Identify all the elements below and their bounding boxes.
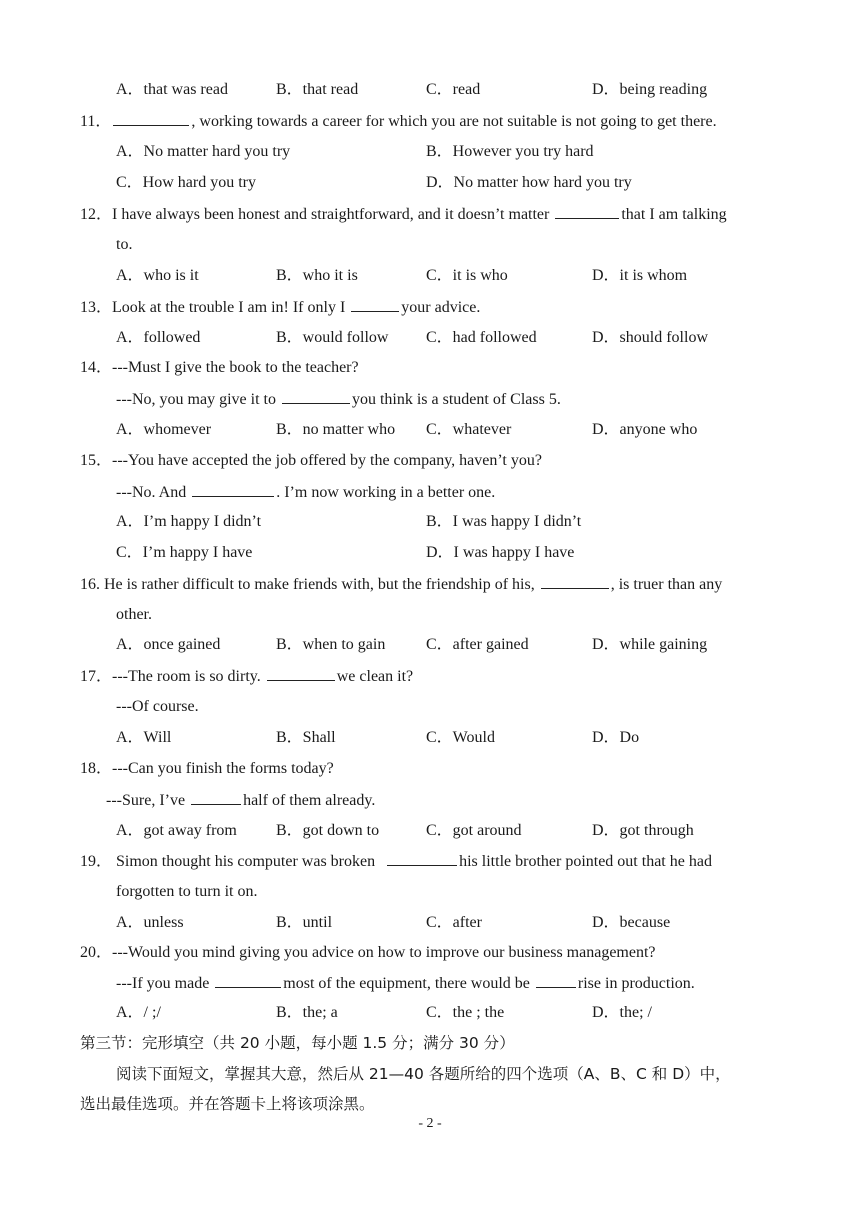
option-b: B．I was happy I didn’t	[426, 513, 582, 530]
section-heading: 第三节：完形填空（共 20 小题，每小题 1.5 分；满分 30 分）	[80, 1034, 515, 1052]
option-c: C．got around	[426, 822, 522, 839]
stem-text: that I am talking	[621, 206, 727, 223]
option-a: A．Will	[116, 729, 172, 746]
stem-text: I have always been honest and straightforward, and it doesn’t matter	[112, 206, 550, 223]
option-c: C．after	[426, 914, 482, 931]
option-d: D．it is whom	[592, 267, 688, 284]
question-number: 20．	[80, 944, 113, 961]
option-c: C．after gained	[426, 636, 529, 653]
stem-text: Look at the trouble I am in! If only I	[112, 299, 346, 316]
dialogue-line: ---Must I give the book to the teacher?	[112, 359, 359, 376]
dialogue-line: ---Sure, I’ve half of them already.	[106, 792, 376, 809]
option-d: D．because	[592, 914, 671, 931]
option-b: B．However you try hard	[426, 143, 594, 160]
option-b: B．the; a	[276, 1004, 338, 1021]
answer-blank	[282, 389, 350, 404]
option-b: B．got down to	[276, 822, 380, 839]
answer-blank	[555, 204, 619, 219]
question-number: 11．	[80, 113, 112, 130]
option-a: A．/ ;/	[116, 1004, 161, 1021]
option-d: D．anyone who	[592, 421, 698, 438]
question-number: 17．	[80, 668, 113, 685]
option-d: D．No matter how hard you try	[426, 174, 632, 191]
option-b: B．who it is	[276, 267, 358, 284]
answer-blank	[113, 111, 189, 126]
answer-blank	[541, 574, 609, 589]
question-stem: 17．---The room is so dirty. we clean it?	[80, 668, 414, 685]
option-b: B．no matter who	[276, 421, 396, 438]
dialogue-line: ---The room is so dirty.	[112, 668, 261, 685]
option-a: A．unless	[116, 914, 184, 931]
dialogue-line: ---No, you may give it to you think is a student of Class 5.	[116, 391, 561, 408]
question-stem	[80, 204, 727, 225]
dialogue-line: ---No. And . I’m now working in a better one.	[116, 484, 496, 501]
option-b: B．when to gain	[276, 636, 386, 653]
question-number: 19．	[80, 853, 113, 870]
section-scoring: 共 20 小题，每小题 1.5 分；满分 30 分	[219, 1034, 500, 1052]
stem-continuation: forgotten to turn it on.	[116, 883, 258, 900]
option-a: A．I’m happy I didn’t	[116, 513, 262, 530]
question-stem	[80, 851, 782, 872]
stem-text: , is truer than any	[610, 576, 723, 593]
question-number: 15．	[80, 452, 113, 469]
option-c: C．had followed	[426, 329, 537, 346]
question-number: 16.	[80, 576, 100, 593]
question-stem	[80, 111, 717, 132]
question-stem	[80, 451, 542, 471]
page-number: - 2 -	[418, 1116, 442, 1131]
section-instructions-line1: 阅读下面短文，掌握其大意，然后从 21—40 各题所给的四个选项（A、B、C 和 D）中，	[116, 1065, 731, 1083]
answer-blank	[351, 297, 399, 312]
dialogue-line: ---Would you mind giving you advice on how to improve our business management?	[112, 944, 656, 961]
option-c: C．it is who	[426, 267, 508, 284]
option-a: A．No matter hard you try	[116, 143, 291, 160]
question-stem	[80, 943, 656, 963]
option-a: A．that was read	[116, 81, 228, 98]
answer-blank	[387, 851, 457, 866]
question-number: 18．	[80, 760, 113, 777]
question-stem	[80, 297, 480, 318]
option-c: C．whatever	[426, 421, 512, 438]
option-c: C．How hard you try	[116, 174, 256, 191]
stem-text: his little brother pointed out that he had	[459, 853, 712, 870]
option-d: D．I was happy I have	[426, 544, 575, 561]
option-a: A．followed	[116, 329, 201, 346]
answer-blank	[192, 482, 274, 497]
option-c: C．the ; the	[426, 1004, 505, 1021]
option-d: D．the; /	[592, 1004, 652, 1021]
option-c: C．read	[426, 81, 481, 98]
option-d: D．Do	[592, 729, 640, 746]
question-number: 12．	[80, 206, 113, 223]
option-c: C．Would	[426, 729, 495, 746]
stem-text: Simon thought his computer was broken	[116, 853, 376, 870]
answer-blank	[536, 973, 576, 988]
option-b: B．Shall	[276, 729, 336, 746]
dialogue-line: ---Can you finish the forms today?	[112, 760, 334, 777]
answer-blank	[191, 790, 241, 805]
answer-blank	[267, 666, 335, 681]
stem-text: He is rather difficult to make friends with, but the friendship of his,	[104, 576, 535, 593]
dialogue-line: ---If you made most of the equipment, there would be rise in production.	[116, 975, 695, 992]
dialogue-line: ---You have accepted the job offered by the company, haven’t you?	[112, 452, 542, 469]
option-a: A．once gained	[116, 636, 221, 653]
option-d: D．got through	[592, 822, 694, 839]
stem-continuation: to.	[116, 236, 133, 253]
question-number: 13．	[80, 299, 113, 316]
option-a: A．got away from	[116, 822, 237, 839]
option-d: D．while gaining	[592, 636, 708, 653]
dialogue-line: ---Of course.	[116, 698, 199, 715]
option-d: D．should follow	[592, 329, 709, 346]
option-b: B．would follow	[276, 329, 389, 346]
section-instructions-line2: 选出最佳选项。并在答题卡上将该项涂黑。	[80, 1095, 375, 1113]
option-b: B．until	[276, 914, 333, 931]
question-stem	[80, 759, 334, 779]
option-c: C．I’m happy I have	[116, 544, 253, 561]
option-a: A．who is it	[116, 267, 199, 284]
stem-continuation: other.	[116, 606, 152, 623]
stem-text: , working towards a career for which you are not suitable is not going to get there.	[191, 113, 717, 130]
option-a: A．whomever	[116, 421, 212, 438]
question-number: 14．	[80, 359, 113, 376]
option-d: D．being reading	[592, 81, 708, 98]
option-b: B．that read	[276, 81, 359, 98]
question-stem	[80, 574, 722, 595]
question-stem	[80, 358, 359, 378]
answer-blank	[215, 973, 281, 988]
stem-text: your advice.	[401, 299, 481, 316]
